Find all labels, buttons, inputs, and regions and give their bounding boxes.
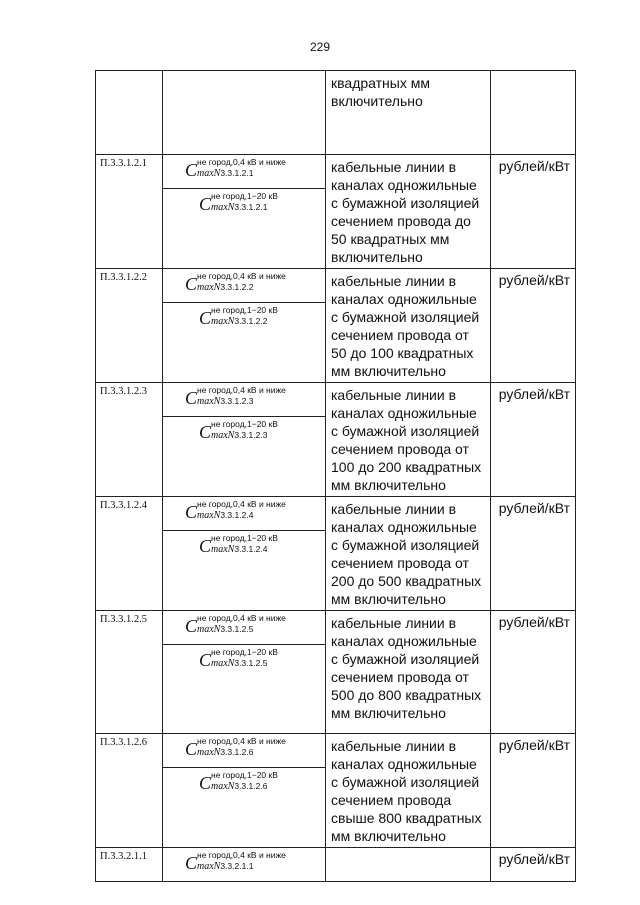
unit-cell: рублей/кВт bbox=[491, 383, 576, 497]
formula-subscript bbox=[211, 658, 267, 669]
page-number: 229 bbox=[309, 40, 331, 54]
formula-symbol: C bbox=[199, 650, 212, 670]
formula-subscript-index: 3.3.2.1.1 bbox=[220, 861, 254, 871]
formula-cell-low bbox=[163, 497, 326, 531]
unit-cell: рублей/кВт bbox=[491, 497, 576, 611]
formula-subscript bbox=[211, 544, 267, 555]
formula-superscript: не город,1−20 кВ bbox=[211, 770, 278, 780]
formula-subscript-index: 3.3.1.2.4 bbox=[234, 544, 268, 554]
code-cell: П.3.3.1.2.3 bbox=[96, 383, 163, 497]
formula-cell-medium bbox=[163, 189, 326, 269]
formula-cell-low bbox=[163, 734, 326, 768]
formula-subscript-prefix: maxN bbox=[197, 624, 221, 635]
table-row bbox=[96, 611, 576, 645]
table-row bbox=[96, 383, 576, 417]
unit-cell: рублей/кВт bbox=[491, 734, 576, 848]
formula-superscript: не город,0,4 кВ и ниже bbox=[197, 499, 286, 509]
formula-subscript-index: 3.3.1.2.5 bbox=[234, 658, 268, 668]
formula-subscript bbox=[211, 202, 267, 213]
formula-subscript-index: 3.3.1.2.6 bbox=[234, 781, 268, 791]
formula-symbol: C bbox=[185, 616, 198, 636]
formula-subscript bbox=[197, 747, 253, 758]
formula-superscript: не город,0,4 кВ и ниже bbox=[197, 613, 286, 623]
table-row bbox=[96, 734, 576, 768]
formula-low-voltage bbox=[163, 157, 325, 183]
formula-cell-low bbox=[163, 848, 326, 882]
formula-symbol: C bbox=[199, 773, 212, 793]
formula-cell-low bbox=[163, 611, 326, 645]
formula-subscript-prefix: maxN bbox=[211, 544, 235, 555]
formula-cell-medium bbox=[163, 531, 326, 611]
formula-cell-low bbox=[163, 155, 326, 189]
formula-superscript: не город,1−20 кВ bbox=[211, 419, 278, 429]
formula-subscript bbox=[211, 430, 267, 441]
unit-cell: рублей/кВт bbox=[491, 611, 576, 734]
formula-superscript: не город,0,4 кВ и ниже bbox=[197, 271, 286, 281]
formula-medium-voltage bbox=[163, 305, 325, 331]
unit-cell: рублей/кВт bbox=[491, 155, 576, 269]
formula-symbol: C bbox=[185, 853, 198, 873]
code-cell: П.3.3.1.2.1 bbox=[96, 155, 163, 269]
table-row-last bbox=[96, 848, 576, 882]
formula-subscript bbox=[197, 510, 253, 521]
code-cell: П.3.3.1.2.5 bbox=[96, 611, 163, 734]
tariff-table bbox=[95, 70, 576, 882]
formula-low-voltage bbox=[163, 850, 325, 876]
formula-medium-voltage bbox=[163, 191, 325, 217]
formula-superscript: не город,1−20 кВ bbox=[211, 305, 278, 315]
table-row bbox=[96, 155, 576, 189]
code-cell bbox=[96, 71, 163, 155]
formula-subscript-prefix: maxN bbox=[197, 861, 221, 872]
unit-cell bbox=[491, 71, 576, 155]
description-cell: кабельные линии в каналах одножильные с бумажной изоляцией сечением провода от 50 до 100 квадратных мм включительно bbox=[326, 269, 491, 383]
description-cell bbox=[326, 848, 491, 882]
description-cell: квадратных мм включительно bbox=[326, 71, 491, 155]
formula-symbol: C bbox=[199, 536, 212, 556]
formula-subscript-prefix: maxN bbox=[197, 396, 221, 407]
formula-medium-voltage bbox=[163, 533, 325, 559]
table-row-continuation bbox=[96, 71, 576, 155]
formula-subscript-index: 3.3.1.2.2 bbox=[234, 316, 268, 326]
formula-superscript: не город,1−20 кВ bbox=[211, 191, 278, 201]
formula-subscript-index: 3.3.1.2.5 bbox=[220, 624, 254, 634]
description-cell: кабельные линии в каналах одножильные с бумажной изоляцией сечением провода от 200 до 500 квадратных мм включительно bbox=[326, 497, 491, 611]
formula-subscript-prefix: maxN bbox=[211, 781, 235, 792]
code-cell: П.3.3.1.2.4 bbox=[96, 497, 163, 611]
formula-cell-medium bbox=[163, 417, 326, 497]
formula-low-voltage bbox=[163, 736, 325, 762]
formula-cell-low bbox=[163, 383, 326, 417]
formula-superscript: не город,0,4 кВ и ниже bbox=[197, 157, 286, 167]
formula-subscript-prefix: maxN bbox=[211, 658, 235, 669]
formula-subscript bbox=[197, 624, 253, 635]
description-cell: кабельные линии в каналах одножильные с бумажной изоляцией сечением провода от 500 до 800 квадратных мм включительно bbox=[326, 611, 491, 734]
formula-subscript-prefix: maxN bbox=[211, 316, 235, 327]
formula-superscript: не город,0,4 кВ и ниже bbox=[197, 385, 286, 395]
description-cell: кабельные линии в каналах одножильные с бумажной изоляцией сечением провода свыше 800 квадратных мм включительно bbox=[326, 734, 491, 848]
formula-cell bbox=[163, 71, 326, 155]
formula-subscript-prefix: maxN bbox=[197, 282, 221, 293]
formula-subscript-index: 3.3.1.2.3 bbox=[220, 396, 254, 406]
formula-cell-medium bbox=[163, 768, 326, 848]
unit-cell: рублей/кВт bbox=[491, 269, 576, 383]
description-cell: кабельные линии в каналах одножильные с бумажной изоляцией сечением провода до 50 квадратных мм включительно bbox=[326, 155, 491, 269]
formula-medium-voltage bbox=[163, 419, 325, 445]
formula-subscript-prefix: maxN bbox=[197, 168, 221, 179]
code-cell: П.3.3.1.2.2 bbox=[96, 269, 163, 383]
code-cell: П.3.3.1.2.6 bbox=[96, 734, 163, 848]
formula-symbol: C bbox=[199, 308, 212, 328]
table-row bbox=[96, 269, 576, 303]
formula-symbol: C bbox=[199, 422, 212, 442]
formula-subscript bbox=[197, 282, 253, 293]
formula-subscript bbox=[197, 168, 253, 179]
formula-subscript-index: 3.3.1.2.2 bbox=[220, 282, 254, 292]
formula-subscript bbox=[197, 396, 253, 407]
table-row bbox=[96, 497, 576, 531]
formula-symbol: C bbox=[185, 388, 198, 408]
formula-symbol: C bbox=[199, 194, 212, 214]
formula-symbol: C bbox=[185, 274, 198, 294]
formula-subscript bbox=[197, 861, 253, 872]
formula-subscript-index: 3.3.1.2.1 bbox=[234, 202, 268, 212]
formula-subscript-prefix: maxN bbox=[197, 510, 221, 521]
formula-symbol: C bbox=[185, 502, 198, 522]
formula-medium-voltage bbox=[163, 647, 325, 673]
formula-medium-voltage bbox=[163, 770, 325, 796]
formula-subscript bbox=[211, 781, 267, 792]
formula-cell-low bbox=[163, 269, 326, 303]
formula-low-voltage bbox=[163, 499, 325, 525]
formula-symbol: C bbox=[185, 160, 198, 180]
formula-subscript-prefix: maxN bbox=[211, 202, 235, 213]
formula-subscript-index: 3.3.1.2.4 bbox=[220, 510, 254, 520]
formula-superscript: не город,1−20 кВ bbox=[211, 647, 278, 657]
formula-subscript-index: 3.3.1.2.6 bbox=[220, 747, 254, 757]
formula-subscript-index: 3.3.1.2.1 bbox=[220, 168, 254, 178]
unit-cell: рублей/кВт bbox=[491, 848, 576, 882]
formula-superscript: не город,1−20 кВ bbox=[211, 533, 278, 543]
formula-cell-medium bbox=[163, 303, 326, 383]
formula-superscript: не город,0,4 кВ и ниже bbox=[197, 736, 286, 746]
code-cell: П.3.3.2.1.1 bbox=[96, 848, 163, 882]
formula-subscript-prefix: maxN bbox=[211, 430, 235, 441]
formula-superscript: не город,0,4 кВ и ниже bbox=[197, 850, 286, 860]
formula-subscript bbox=[211, 316, 267, 327]
formula-low-voltage bbox=[163, 613, 325, 639]
formula-subscript-index: 3.3.1.2.3 bbox=[234, 430, 268, 440]
formula-symbol: C bbox=[185, 739, 198, 759]
description-cell: кабельные линии в каналах одножильные с бумажной изоляцией сечением провода от 100 до 200 квадратных мм включительно bbox=[326, 383, 491, 497]
formula-low-voltage bbox=[163, 271, 325, 297]
formula-subscript-prefix: maxN bbox=[197, 747, 221, 758]
formula-low-voltage bbox=[163, 385, 325, 411]
formula-cell-medium bbox=[163, 645, 326, 734]
